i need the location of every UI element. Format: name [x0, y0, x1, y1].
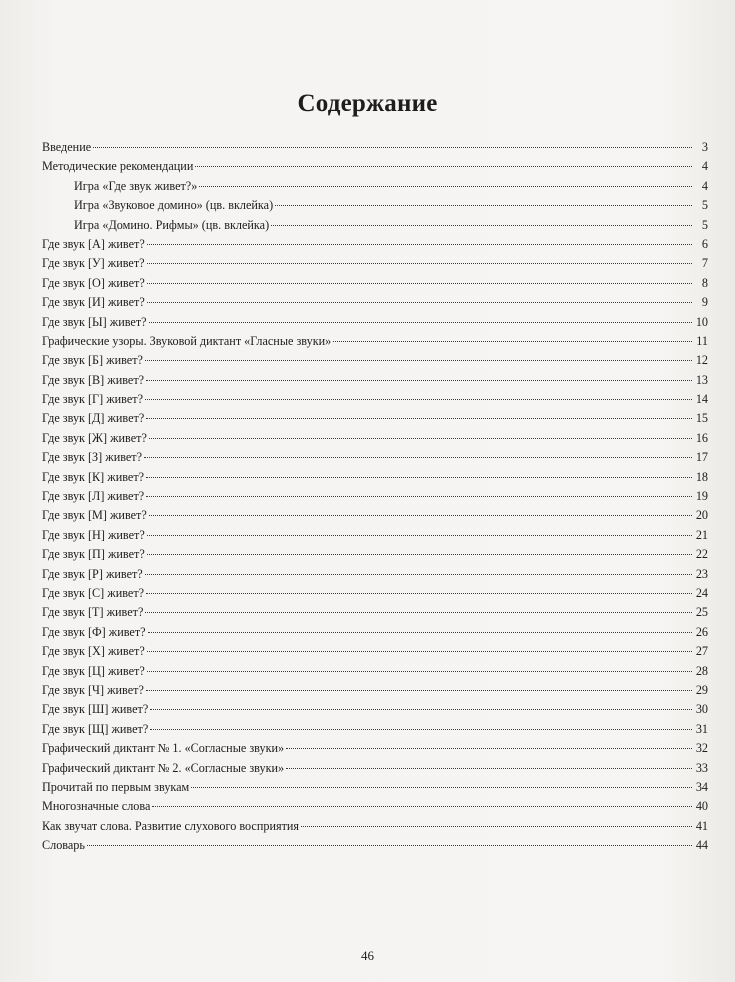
- toc-entry-page: 5: [701, 217, 708, 232]
- toc-entry-page: 28: [695, 663, 708, 678]
- dot-leader: [275, 205, 692, 206]
- toc-entry-page: 3: [701, 140, 708, 154]
- toc-entry: [42, 681, 708, 700]
- toc-entry: [42, 817, 708, 836]
- toc-entry-label: Методические рекомендации: [42, 159, 194, 174]
- toc-entry-page: 34: [695, 779, 708, 794]
- toc-entry: [42, 700, 708, 719]
- toc-entry-label: Игра «Где звук живет?»: [74, 178, 198, 193]
- toc-entry: [42, 157, 708, 176]
- dot-leader: [146, 690, 692, 691]
- dot-leader: [150, 729, 692, 730]
- dot-leader: [149, 438, 692, 439]
- toc-entry-page: 11: [696, 333, 708, 348]
- toc-entry-label: Где звук [М] живет?: [42, 508, 147, 523]
- dot-leader: [191, 787, 692, 788]
- toc-entry-page: 41: [695, 818, 708, 833]
- toc-entry: [42, 526, 708, 545]
- dot-leader: [87, 845, 692, 846]
- dot-leader: [146, 593, 692, 594]
- dot-leader: [147, 244, 692, 245]
- toc-entry: [42, 216, 708, 235]
- toc-entry-page: 4: [701, 178, 708, 193]
- toc-entry-page: 17: [695, 450, 708, 465]
- toc-entry: [42, 584, 708, 603]
- toc-entry: [42, 739, 708, 758]
- toc-entry-page: 31: [695, 721, 708, 736]
- toc-entry-label: Где звук [И] живет?: [42, 295, 145, 310]
- toc-entry-page: 29: [695, 682, 708, 697]
- toc-entry-label: Где звук [З] живет?: [42, 450, 143, 465]
- toc-entry: [42, 177, 708, 196]
- toc-entry-label: Где звук [Г] живет?: [42, 392, 143, 407]
- toc-entry-label: Игра «Домино. Рифмы» (цв. вклейка): [74, 217, 270, 232]
- toc-entry-page: 32: [695, 741, 708, 756]
- dot-leader: [149, 322, 692, 323]
- dot-leader: [149, 515, 692, 516]
- dot-leader: [146, 418, 692, 419]
- toc-entry-label: Графический диктант № 1. «Согласные звуки»: [42, 741, 285, 756]
- toc-entry-page: 19: [695, 489, 708, 504]
- toc-entry-page: 23: [695, 566, 708, 581]
- toc-entry-label: Игра «Звуковое домино» (цв. вклейка): [74, 198, 274, 213]
- toc-entry-page: 44: [695, 838, 708, 853]
- toc-entry-page: 4: [701, 159, 708, 174]
- toc-entry-page: 33: [695, 760, 708, 775]
- toc-entry-label: Где звук [Н] живет?: [42, 527, 145, 542]
- toc-entry-page: 7: [701, 256, 708, 271]
- dot-leader: [147, 651, 692, 652]
- toc-entry-label: Где звук [О] живет?: [42, 275, 145, 290]
- toc-entry-label: Где звук [Щ] живет?: [42, 721, 149, 736]
- toc-entry: [42, 371, 708, 390]
- toc-entry: [42, 429, 708, 448]
- toc-entry-label: Где звук [Ч] живет?: [42, 682, 144, 697]
- toc-entry: [42, 642, 708, 661]
- toc-entry-page: 12: [695, 353, 708, 368]
- toc-entry-label: Где звук [А] живет?: [42, 236, 145, 251]
- toc-entry-page: 20: [695, 508, 708, 523]
- toc-entry: [42, 196, 708, 215]
- toc-entry: [42, 274, 708, 293]
- toc-entry-label: Где звук [Ш] живет?: [42, 702, 149, 717]
- toc-entry-label: Где звук [К] живет?: [42, 469, 145, 484]
- dot-leader: [147, 263, 692, 264]
- toc-entry-page: 21: [695, 527, 708, 542]
- toc-entry: [42, 565, 708, 584]
- toc-entry-label: Графический диктант № 2. «Согласные звуки»: [42, 760, 285, 775]
- dot-leader: [199, 186, 692, 187]
- toc-entry-page: 6: [701, 236, 708, 251]
- dot-leader: [147, 671, 692, 672]
- page-title: Содержание: [297, 90, 438, 117]
- toc-entry-page: 26: [695, 624, 708, 639]
- toc-entry-page: 14: [695, 392, 708, 407]
- dot-leader: [146, 380, 692, 381]
- toc-entry-page: 8: [701, 275, 708, 290]
- toc-entry: [42, 448, 708, 467]
- dot-leader: [195, 166, 692, 167]
- toc-entry: [42, 235, 708, 254]
- toc-entry: [42, 313, 708, 332]
- toc-entry: [42, 603, 708, 622]
- dot-leader: [333, 341, 692, 342]
- dot-leader: [145, 612, 692, 613]
- toc-entry-label: Где звук [Ы] живет?: [42, 314, 147, 329]
- toc-entry-label: Где звук [Х] живет?: [42, 644, 145, 659]
- dot-leader: [147, 283, 692, 284]
- dot-leader: [147, 554, 692, 555]
- dot-leader: [145, 399, 692, 400]
- toc-entry-page: 40: [695, 799, 708, 814]
- toc-entry-page: 15: [695, 411, 708, 426]
- dot-leader: [146, 496, 692, 497]
- toc-entry-page: 9: [701, 295, 708, 310]
- toc-entry-label: Многозначные слова: [42, 799, 151, 814]
- toc-entry-label: Где звук [В] живет?: [42, 372, 145, 387]
- toc-entry: [42, 778, 708, 797]
- dot-leader: [150, 709, 692, 710]
- dot-leader: [145, 574, 692, 575]
- dot-leader: [147, 302, 692, 303]
- toc-entry: [42, 351, 708, 370]
- toc-entry-label: Как звучат слова. Развитие слухового восприятия: [42, 818, 300, 833]
- toc-entry-page: 13: [695, 372, 708, 387]
- toc-entry: [42, 836, 708, 855]
- page-number: 46: [361, 948, 374, 963]
- toc-entry: [42, 487, 708, 506]
- dot-leader: [286, 748, 692, 749]
- dot-leader: [93, 147, 692, 148]
- toc-entry-label: Где звук [Т] живет?: [42, 605, 144, 620]
- toc-entry: [42, 662, 708, 681]
- toc-entry-label: Где звук [Ц] живет?: [42, 663, 145, 678]
- toc-entry-label: Графические узоры. Звуковой диктант «Гласные звуки»: [42, 333, 332, 348]
- toc-entry-label: Прочитай по первым звукам: [42, 779, 190, 794]
- toc-entry-page: 5: [701, 198, 708, 213]
- toc-entry-label: Где звук [Ф] живет?: [42, 624, 146, 639]
- dot-leader: [145, 360, 692, 361]
- toc-entry-label: Где звук [Ж] живет?: [42, 430, 147, 445]
- dot-leader: [152, 806, 692, 807]
- dot-leader: [148, 632, 692, 633]
- toc-entry: [42, 623, 708, 642]
- toc-entry-page: 30: [695, 702, 708, 717]
- dot-leader: [144, 457, 692, 458]
- toc-entry-page: 22: [695, 547, 708, 562]
- toc-entry: [42, 468, 708, 487]
- toc-entry-page: 24: [695, 585, 708, 600]
- toc-entry-label: Словарь: [42, 838, 85, 853]
- dot-leader: [301, 826, 692, 827]
- toc-entry-label: Где звук [П] живет?: [42, 547, 145, 562]
- toc-entry-page: 25: [695, 605, 708, 620]
- toc-entry-page: 27: [695, 644, 708, 659]
- toc-entry-label: Где звук [С] живет?: [42, 585, 145, 600]
- dot-leader: [286, 768, 692, 769]
- toc-entry-label: Где звук [У] живет?: [42, 256, 145, 271]
- toc-entry-page: 10: [695, 314, 708, 329]
- table-of-contents: [42, 138, 708, 855]
- toc-entry-label: Где звук [Л] живет?: [42, 489, 145, 504]
- toc-entry: [42, 797, 708, 816]
- toc-entry: [42, 254, 708, 273]
- toc-entry-label: Введение: [42, 140, 92, 154]
- toc-entry: [42, 332, 708, 351]
- toc-entry: [42, 138, 708, 157]
- dot-leader: [271, 225, 692, 226]
- dot-leader: [146, 477, 692, 478]
- toc-entry: [42, 409, 708, 428]
- toc-entry-page: 18: [695, 469, 708, 484]
- toc-entry-page: 16: [695, 430, 708, 445]
- toc-entry: [42, 545, 708, 564]
- toc-entry: [42, 390, 708, 409]
- toc-entry: [42, 720, 708, 739]
- toc-entry: [42, 506, 708, 525]
- toc-entry: [42, 293, 708, 312]
- dot-leader: [147, 535, 692, 536]
- toc-entry-label: Где звук [Б] живет?: [42, 353, 143, 368]
- toc-entry-label: Где звук [Р] живет?: [42, 566, 143, 581]
- toc-entry-label: Где звук [Д] живет?: [42, 411, 145, 426]
- toc-entry: [42, 759, 708, 778]
